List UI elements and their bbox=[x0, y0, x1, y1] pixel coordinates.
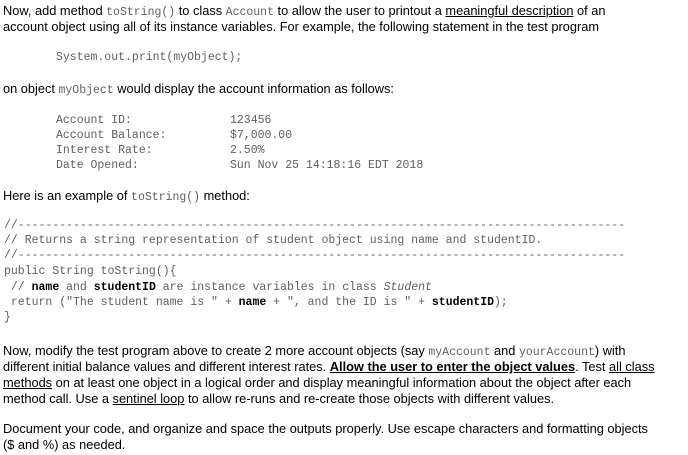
code-comment-line bbox=[4, 280, 432, 295]
underlined-text: methods bbox=[3, 375, 53, 390]
underlined-text: meaningful description bbox=[445, 3, 574, 18]
para5-line1: Document your code, and organize and space the outputs properly. Use escape characters and formatting objects bbox=[3, 421, 648, 436]
row-value: $7,000.00 bbox=[230, 129, 293, 142]
bold-text: name bbox=[31, 281, 60, 294]
underlined-text: sentinel loop bbox=[112, 391, 185, 406]
para3 bbox=[3, 188, 250, 206]
text: and bbox=[59, 281, 94, 294]
text: different initial balance values and different interest rates. bbox=[3, 359, 330, 374]
bold-text: studentID bbox=[93, 281, 156, 294]
text: are instance variables in class bbox=[155, 281, 384, 294]
para5-line2: ($ and %) as needed. bbox=[3, 437, 126, 452]
code-inline: myObject bbox=[58, 84, 114, 97]
para4-line2 bbox=[3, 359, 655, 375]
text: . Test bbox=[575, 359, 609, 374]
text: // bbox=[4, 281, 32, 294]
para4-line3 bbox=[3, 375, 631, 391]
italic-text: Student bbox=[383, 281, 432, 294]
row-value: 123456 bbox=[230, 114, 272, 127]
code-inline: myAccount bbox=[428, 346, 491, 359]
text: Now, add method bbox=[3, 3, 107, 18]
code-close-brace: } bbox=[4, 311, 11, 324]
row-value: 2.50% bbox=[230, 144, 265, 157]
text: to class bbox=[175, 3, 226, 18]
text: method call. Use a bbox=[3, 391, 113, 406]
code-inline: Account bbox=[225, 6, 274, 19]
text: of an bbox=[573, 3, 606, 18]
underlined-text: all class bbox=[609, 359, 655, 374]
code-dash-line: //---------------------------------------------------------------------------------------- bbox=[4, 219, 626, 232]
text: on object bbox=[3, 81, 59, 96]
bold-underlined-text: Allow the user to enter the object values bbox=[329, 359, 576, 374]
text: return ("The student name is " + bbox=[4, 296, 239, 309]
para4-line4 bbox=[3, 391, 554, 407]
row-value: Sun Nov 25 14:18:16 EDT 2018 bbox=[230, 159, 424, 172]
text: on at least one object in a logical order and display meaningful information about the object after each bbox=[52, 375, 632, 390]
text: and bbox=[490, 343, 519, 358]
text: ) with bbox=[594, 343, 626, 358]
code-inline: yourAccount bbox=[518, 346, 595, 359]
text: Here is an example of bbox=[3, 188, 132, 203]
text: to allow re-runs and re-create those objects with different values. bbox=[184, 391, 555, 406]
code-return-line bbox=[4, 295, 508, 310]
code-signature: public String toString(){ bbox=[4, 265, 177, 278]
text: method: bbox=[200, 188, 250, 203]
row-label: Date Opened: bbox=[56, 159, 139, 172]
bold-text: studentID bbox=[431, 296, 495, 309]
text: ); bbox=[494, 296, 508, 309]
code-comment: // Returns a string representation of student object using name and studentID. bbox=[4, 234, 543, 247]
text: would display the account information as follows: bbox=[113, 81, 394, 96]
code-inline: toString() bbox=[131, 191, 201, 204]
row-label: Interest Rate: bbox=[56, 144, 153, 157]
code-inline: toString() bbox=[106, 6, 176, 19]
para2 bbox=[3, 81, 394, 99]
text: Now, modify the test program above to create 2 more account objects (say bbox=[3, 343, 429, 358]
row-label: Account Balance: bbox=[56, 129, 167, 142]
para1-line2: account object using all of its instance variables. For example, the following statement in the test program bbox=[3, 19, 600, 34]
print-statement: System.out.print(myObject); bbox=[56, 51, 243, 64]
code-dash-line: //---------------------------------------------------------------------------------------- bbox=[4, 249, 626, 262]
row-label: Account ID: bbox=[56, 114, 132, 127]
bold-text: name bbox=[238, 296, 267, 309]
text: to allow the user to printout a bbox=[273, 3, 446, 18]
text: + ", and the ID is " + bbox=[266, 296, 432, 309]
